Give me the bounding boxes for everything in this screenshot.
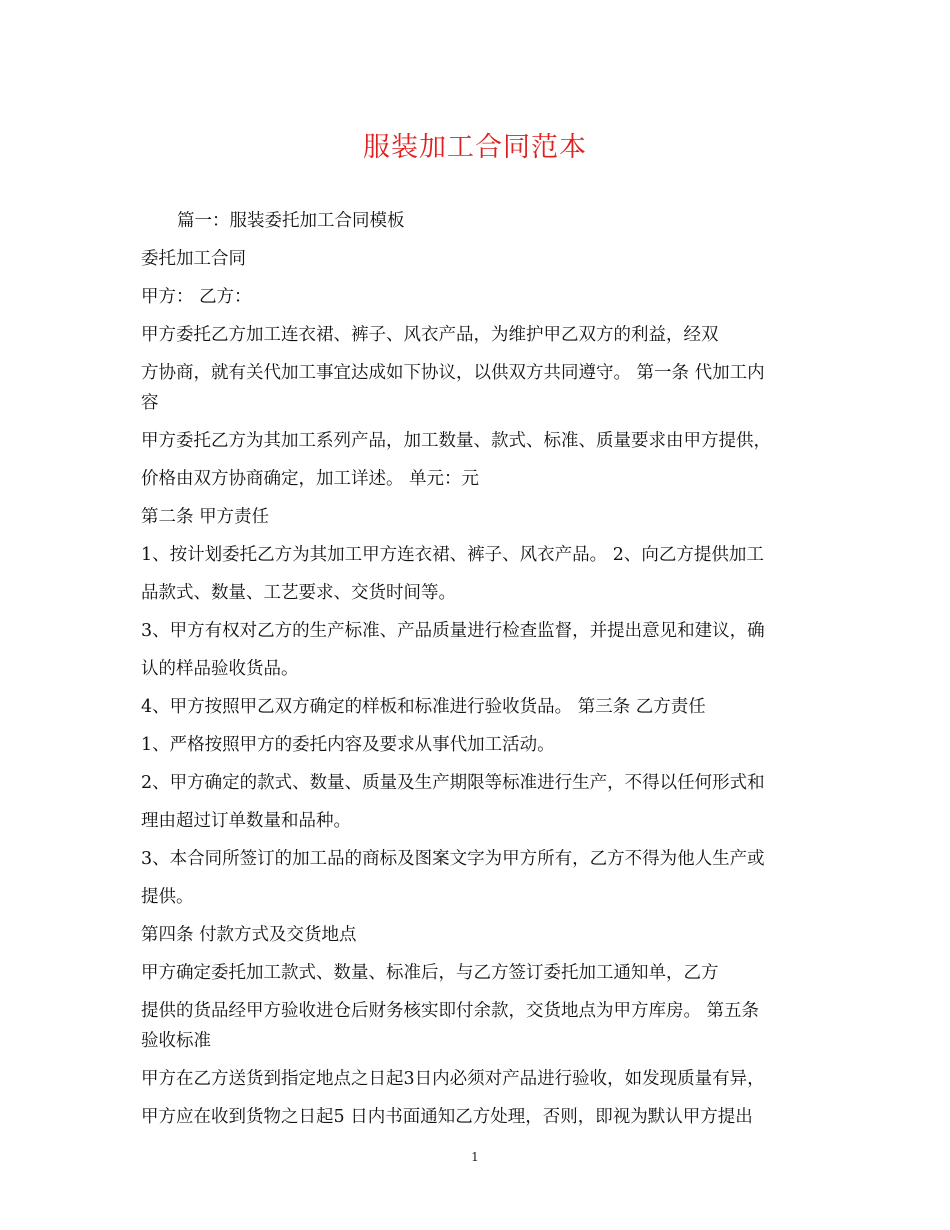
paragraph-line: 甲方委托乙方加工连衣裙、裤子、风衣产品，为维护甲乙双方的利益，经双 [141, 325, 719, 345]
section-heading: 篇一：服装委托加工合同模板 [177, 211, 405, 231]
document-title: 服装加工合同范本 [363, 132, 587, 163]
paragraph-line: 甲方确定委托加工款式、数量、标准后，与乙方签订委托加工通知单，乙方 [141, 963, 719, 983]
paragraph-line: 甲方应在收到货物之日起5 日内书面通知乙方处理，否则，即视为默认甲方提出 [141, 1107, 753, 1127]
paragraph-line: 提供的货品经甲方验收进仓后财务核实即付余款，交货地点为甲方库房。 第五条 [141, 1001, 760, 1021]
paragraph-line: 甲方： 乙方： [141, 287, 252, 307]
paragraph-line: 容 [141, 393, 159, 413]
paragraph-line: 甲方委托乙方为其加工系列产品，加工数量、款式、标准、质量要求由甲方提供， [141, 431, 771, 451]
paragraph-line: 认的样品验收货品。 [141, 659, 299, 679]
paragraph-line: 3、本合同所签订的加工品的商标及图案文字为甲方所有，乙方不得为他人生产或 [141, 849, 765, 869]
paragraph-line: 第二条 甲方责任 [141, 507, 270, 527]
paragraph-line: 提供。 [141, 887, 194, 907]
page-number: 1 [471, 1150, 479, 1164]
paragraph-line: 验收标准 [141, 1031, 211, 1051]
paragraph-line: 委托加工合同 [141, 249, 246, 269]
paragraph-line: 1、严格按照甲方的委托内容及要求从事代加工活动。 [141, 735, 555, 755]
paragraph-line: 品款式、数量、工艺要求、交货时间等。 [141, 583, 456, 603]
paragraph-line: 方协商，就有关代加工事宜达成如下协议，以供双方共同遵守。 第一条 代加工内 [141, 363, 765, 383]
paragraph-line: 价格由双方协商确定，加工详述。 单元：元 [141, 469, 480, 489]
document-body [141, 206, 821, 1132]
paragraph-line: 第四条 付款方式及交货地点 [141, 925, 357, 945]
paragraph-line: 4、甲方按照甲乙双方确定的样板和标准进行验收货品。 第三条 乙方责任 [141, 697, 706, 717]
paragraph-line: 3、甲方有权对乙方的生产标准、产品质量进行检查监督，并提出意见和建议，确 [141, 621, 765, 641]
paragraph-line: 甲方在乙方送货到指定地点之日起3日内必须对产品进行验收，如发现质量有异， [141, 1069, 765, 1089]
paragraph-line: 理由超过订单数量和品种。 [141, 811, 351, 831]
paragraph-line: 1、按计划委托乙方为其加工甲方连衣裙、裤子、风衣产品。 2、向乙方提供加工 [141, 545, 764, 565]
paragraph-line: 2、甲方确定的款式、数量、质量及生产期限等标准进行生产，不得以任何形式和 [141, 773, 765, 793]
